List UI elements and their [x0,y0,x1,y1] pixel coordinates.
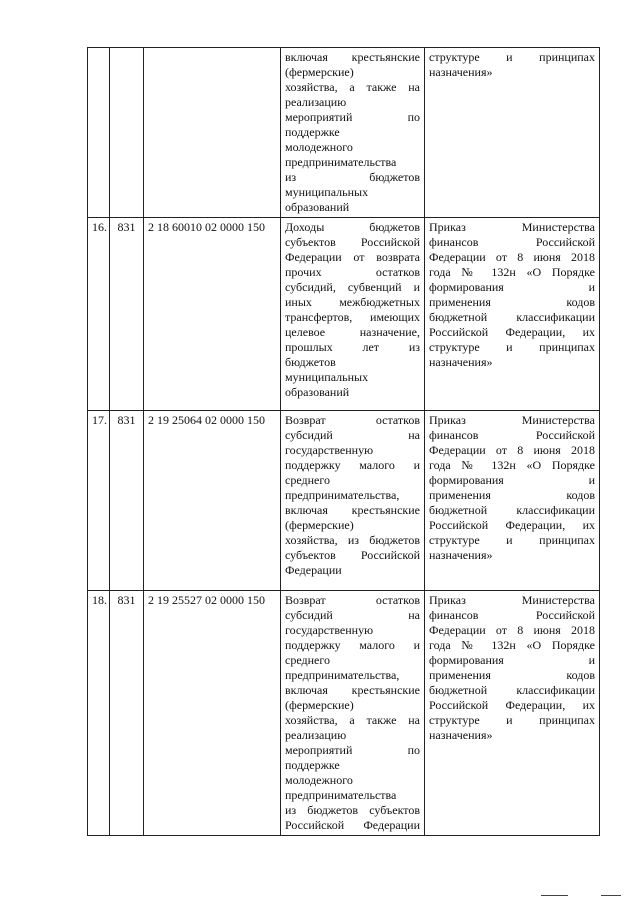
text-line: финансов Российской [429,428,595,442]
text-line: структуре и принципах [429,533,595,547]
administrator-code [110,48,144,218]
administrator-code: 831 [110,218,144,411]
text-line: Федерации от 8 июня 2018 [429,623,595,637]
table-row [88,48,600,218]
text-line: бюджетной классификации [429,503,595,517]
text-line: формирования и [429,280,595,294]
text-line: структуре и принципах [429,340,595,354]
text-line: субсидий на [285,608,420,622]
revenue-name [281,591,425,836]
text-line: назначения» [429,548,493,562]
row-number: 17. [88,411,110,591]
text-line: (фермерские) [285,698,354,712]
text-line: образований [285,200,350,214]
revenue-name [281,218,425,411]
text-line: финансов Российской [429,608,595,622]
text-line: субсидий, субвенций и [285,280,420,294]
text-line: Федерации от 8 июня 2018 [429,443,595,457]
text-line: реализацию [285,95,347,109]
text-line: включая крестьянские [285,503,420,517]
text-line: образований [285,385,350,399]
legal-basis [425,218,600,411]
text-line: включая крестьянские [285,683,420,697]
text-line: субъектов Российской [285,235,420,249]
text-line: (фермерские) [285,518,354,532]
text-line: предпринимательства [285,788,397,802]
text-line: хозяйства, а также на [285,713,420,727]
text-line: формирования и [429,653,595,667]
text-line: структуре и принципах [429,50,595,64]
administrator-code: 831 [110,411,144,591]
text-line: структуре и принципах [429,713,595,727]
revenue-name [281,48,425,218]
text-line: государственную [285,443,374,457]
text-line: среднего [285,473,330,487]
text-line: Российской Федерации, их [429,698,595,712]
text-line: поддержке [285,758,340,772]
text-line: применения кодов [429,668,595,682]
text-line: Возврат остатков [285,593,420,607]
text-line: Федерации [285,563,342,577]
table-row [88,411,600,591]
text-line: Российской Федерации, их [429,325,595,339]
text-line: поддержке [285,125,340,139]
legal-basis [425,591,600,836]
text-line: государственную [285,623,374,637]
text-line: применения кодов [429,488,595,502]
budget-classification-code: 2 19 25527 02 0000 150 [144,591,281,836]
text-line: назначения» [429,65,493,79]
row-number [88,48,110,218]
text-line: хозяйства, из бюджетов [285,533,420,547]
legal-basis [425,411,600,591]
text-line: включая крестьянские [285,50,420,64]
text-line: года № 132н «О Порядке [429,638,595,652]
text-line: бюджетов [285,355,336,369]
budget-classification-code: 2 18 60010 02 0000 150 [144,218,281,411]
text-line: субъектов Российской [285,548,420,562]
text-line: года № 132н «О Порядке [429,265,595,279]
legal-basis [425,48,600,218]
scan-artifact-line [601,895,621,896]
scan-artifact-line [541,895,568,896]
text-line: назначения» [429,355,493,369]
text-line: молодежного [285,773,353,787]
text-line: Доходы бюджетов [285,220,420,234]
text-line: бюджетной классификации [429,310,595,324]
text-line: из бюджетов субъектов [285,803,420,817]
text-line: Федерации от 8 июня 2018 [429,250,595,264]
text-line: прочих остатков [285,265,420,279]
text-line: хозяйства, а также на [285,80,420,94]
text-line: субсидий на [285,428,420,442]
text-line: Приказ Министерства [429,220,595,234]
text-line: предпринимательства [285,155,397,169]
row-number: 16. [88,218,110,411]
text-line: мероприятий по [285,743,420,757]
text-line: муниципальных [285,370,369,384]
text-line: иных межбюджетных [285,295,420,309]
text-line: Российской Федерации [285,818,420,832]
budget-classification-code: 2 19 25064 02 0000 150 [144,411,281,591]
text-line: Приказ Министерства [429,593,595,607]
text-line: (фермерские) [285,65,354,79]
text-line: трансфертов, имеющих [285,310,420,324]
text-line: поддержку малого и [285,638,420,652]
text-line: муниципальных [285,185,369,199]
text-line: среднего [285,653,330,667]
text-line: предпринимательства, [285,488,400,502]
text-line: Российской Федерации, их [429,518,595,532]
text-line: Возврат остатков [285,413,420,427]
text-line: мероприятий по [285,110,420,124]
administrator-code: 831 [110,591,144,836]
budget-classification-code [144,48,281,218]
text-line: молодежного [285,140,353,154]
text-line: бюджетной классификации [429,683,595,697]
text-line: предпринимательства, [285,668,400,682]
text-line: применения кодов [429,295,595,309]
text-line: назначения» [429,728,493,742]
text-line: из бюджетов [285,170,420,184]
text-line: формирования и [429,473,595,487]
text-line: Приказ Министерства [429,413,595,427]
text-line: Федерации от возврата [285,250,420,264]
table-row [88,218,600,411]
table-row [88,591,600,836]
revenue-name [281,411,425,591]
text-line: прошлых лет из [285,340,420,354]
row-number: 18. [88,591,110,836]
text-line: поддержку малого и [285,458,420,472]
text-line: целевое назначение, [285,325,420,339]
budget-codes-table [87,47,600,836]
text-line: года № 132н «О Порядке [429,458,595,472]
text-line: финансов Российской [429,235,595,249]
text-line: реализацию [285,728,347,742]
